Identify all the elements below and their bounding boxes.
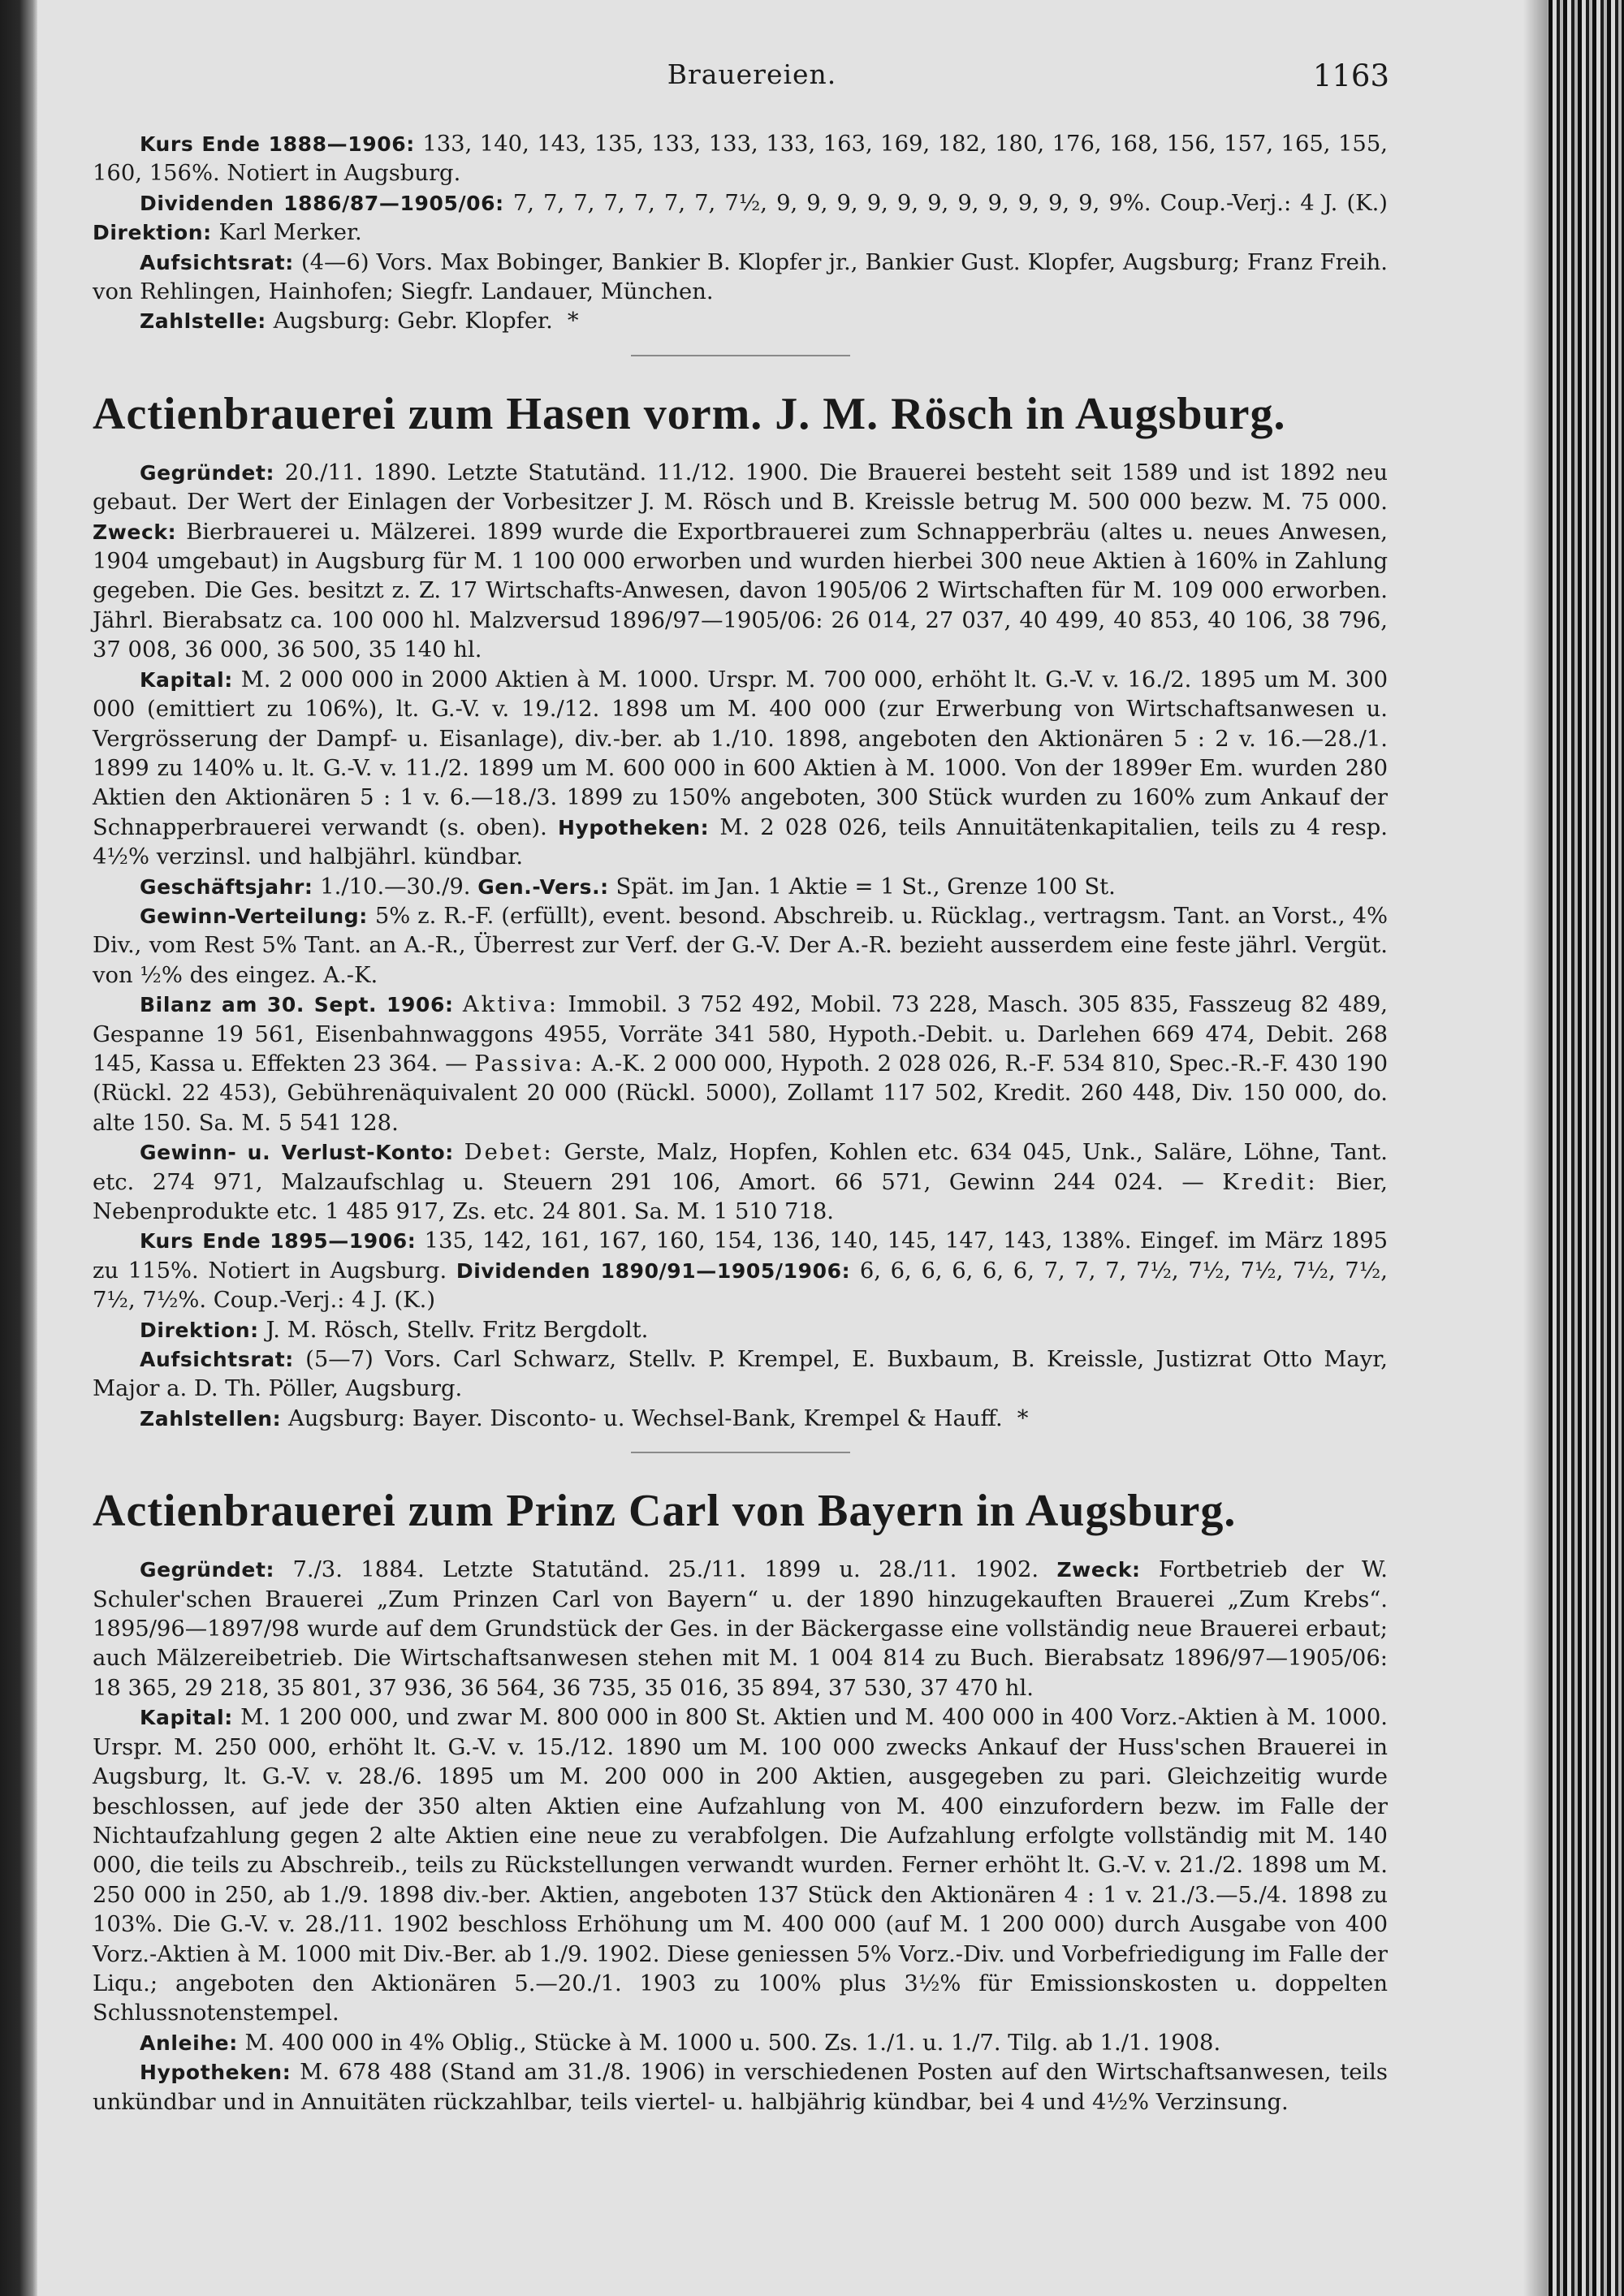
anleihe-text: M. 400 000 in 4% Oblig., Stücke à M. 1000 u. 500. Zs. 1./1. u. 1./7. Tilg. ab 1./1. 1908. bbox=[244, 2030, 1221, 2056]
passiva-label: Passiva: bbox=[474, 1051, 585, 1077]
gegruendet-paragraph bbox=[93, 459, 1388, 666]
zweck-label: Zweck: bbox=[93, 520, 177, 544]
anleihe-paragraph bbox=[93, 2029, 1388, 2058]
page-number: 1163 bbox=[1312, 58, 1389, 93]
kapital-paragraph bbox=[93, 1703, 1388, 2028]
aufsichtsrat-text: (5—7) Vors. Carl Schwarz, Stellv. P. Krempel, E. Buxbaum, B. Kreissle, Justizrat Otto Mayr, Major a. D. Th. Pöller, Augsburg. bbox=[93, 1347, 1388, 1402]
geschaeftsjahr-paragraph bbox=[93, 873, 1388, 902]
zahlstelle-paragraph bbox=[93, 307, 1388, 336]
entry-end-star: * bbox=[567, 309, 579, 334]
kapital-text: M. 1 200 000, und zwar M. 800 000 in 800 St. Aktien und M. 400 000 in 400 Vorz.-Aktien à M. 1000. Urspr. M. 250 000, erhöht lt. G.-V. v. 15./12. 1890 um M. 100 000 zwecks Ankauf der Huss'schen Brauerei in Augsburg, lt. G.-V. v. 28./6. 1895 um M. 200 000 in 200 Aktien, ausgegeben zu pari. Gleichzeitig wurde beschlossen, auf jede der 350 alten Aktien eine Aufzahlung von M. 400 einzufordern bezw. im Falle der Nichtaufzahlung gegen 2 alte Aktien eine neue zu verabfolgen. Die Aufzahlung erfolgte vollständig mit M. 140 000, die teils zu Abschreib., teils zu Rückstellungen verwandt wurden. Ferner erhöht lt. G.-V. v. 21./2. 1898 um M. 250 000 in 250, ab 1./9. 1898 div.-ber. Aktien, angeboten 137 Stück den Aktionären 4 : 1 v. 21./3.—5./4. 1898 zu 103%. Die G.-V. v. 28./11. 1902 beschloss Erhöhung um M. 400 000 (auf M. 1 200 000) durch Ausgabe von 400 Vorz.-Aktien à M. 1000 mit Div.-Ber. ab 1./9. 1902. Diese geniessen 5% Vorz.-Div. und Vorbefriedigung im Falle der Liqu.; angeboten den Aktionären 5.—20./1. 1903 zu 100% plus 3½% für Emissionskosten u. doppelten Schlussnotenstempel. bbox=[93, 1705, 1388, 2026]
entry-continuation bbox=[93, 130, 1388, 356]
aufsichtsrat-label: Aufsichtsrat: bbox=[140, 250, 294, 274]
direktion-label: Direktion: bbox=[140, 1318, 259, 1342]
geschaeftsjahr-text: 1./10.—30./9. bbox=[320, 874, 471, 900]
scan-binding-edge bbox=[0, 0, 37, 2296]
kapital-paragraph bbox=[93, 666, 1388, 873]
dividenden-label: Dividenden 1886/87—1905/06: bbox=[140, 191, 504, 215]
kredit-text: Bier, Nebenprodukte etc. 1 485 917, Zs. etc. 24 801. Sa. M. 1 510 718. bbox=[93, 1169, 1388, 1224]
zweck-text: Bierbrauerei u. Mälzerei. 1899 wurde die Exportbrauerei zum Schnapperbräu (altes u. neues Anwesen, 1904 umgebaut) in Augsburg für M. 1 100 000 erworben und wurden hierbei 300 neue Aktien à 160% in Zahlung gegeben. Die Ges. besitzt z. Z. 17 Wirtschafts-Anwesen, davon 1905/06 2 Wirtschaften für M. 109 000 erworben. Jährl. Bierabsatz ca. 100 000 hl. Malzversud 1896/97—1905/06: 26 014, 27 037, 40 499, 40 853, 40 106, 38 796, 37 008, 36 000, 36 500, 35 140 hl. bbox=[93, 519, 1388, 663]
dividenden-text: 7, 7, 7, 7, 7, 7, 7, 7½, 9, 9, 9, 9, 9, 9, 9, 9, 9, 9, 9, 9%. Coup.-Verj.: 4 J. (K.) bbox=[512, 190, 1388, 216]
gewinn-verteilung-text: 5% z. R.-F. (erfüllt), event. besond. Abschreib. u. Rücklag., vertragsm. Tant. an Vorst., 4% Div., vom Rest 5% Tant. an A.-R., Überrest zur Verf. der G.-V. Der A.-R. bezieht ausserdem eine feste jährl. Vergüt. von ½% des eingez. A.-K. bbox=[93, 903, 1388, 988]
aufsichtsrat-label: Aufsichtsrat: bbox=[140, 1348, 294, 1372]
kapital-label: Kapital: bbox=[140, 1706, 233, 1730]
geschaeftsjahr-label: Geschäftsjahr: bbox=[140, 874, 313, 899]
debet-text: Gerste, Malz, Hopfen, Kohlen etc. 634 045, Unk., Saläre, Löhne, Tant. etc. 274 971, Malzaufschlag u. Steuern 291 106, Amort. 66 571, Gewinn 244 024. — bbox=[93, 1140, 1388, 1195]
zweck-label: Zweck: bbox=[1056, 1558, 1141, 1582]
anleihe-label: Anleihe: bbox=[140, 2031, 238, 2055]
section-divider bbox=[631, 355, 850, 356]
genvers-label: Gen.-Vers.: bbox=[477, 874, 609, 899]
aktiva-text: Immobil. 3 752 492, Mobil. 73 228, Masch. 305 835, Fasszeug 82 489, Gespanne 19 561, Eisenbahnwaggons 4955, Vorräte 341 580, Hypoth.-Debit. u. Darlehen 669 474, Debit. 268 145, Kassa u. Effekten 23 364. — bbox=[93, 992, 1388, 1077]
gegruendet-text: 7./3. 1884. Letzte Statutänd. 25./11. 1899 u. 28./11. 1902. bbox=[292, 1557, 1039, 1583]
zahlstellen-label: Zahlstellen: bbox=[140, 1406, 282, 1431]
gegruendet-paragraph bbox=[93, 1556, 1388, 1703]
guv-paragraph bbox=[93, 1138, 1388, 1227]
kurs-text: 133, 140, 143, 135, 133, 133, 133, 163, 169, 182, 180, 176, 168, 156, 157, 165, 155, 160, 156%. Notiert in Augsburg. bbox=[93, 132, 1388, 187]
entry-title: Actienbrauerei zum Prinz Carl von Bayern in Augsburg. bbox=[93, 1486, 1237, 1537]
hypotheken-paragraph bbox=[93, 2058, 1388, 2117]
direktion-label: Direktion: bbox=[93, 221, 212, 245]
kurs-label: Kurs Ende 1895—1906: bbox=[140, 1229, 417, 1254]
hypotheken-text: M. 678 488 (Stand am 31./8. 1906) in verschiedenen Posten auf den Wirtschaftsanwesen, teils unkündbar und in Annuitäten rückzahlbar, teils viertel- u. halbjährig kündbar, bei 4 und 4½% Verzinsung. bbox=[93, 2060, 1388, 2115]
entry-end-star: * bbox=[1017, 1405, 1029, 1431]
gewinn-verteilung-label: Gewinn-Verteilung: bbox=[140, 904, 368, 928]
gegruendet-label: Gegründet: bbox=[140, 460, 275, 485]
kredit-label: Kredit: bbox=[1222, 1169, 1318, 1195]
dividenden-label: Dividenden 1890/91—1905/1906: bbox=[456, 1258, 851, 1283]
aktiva-label: Aktiva: bbox=[462, 992, 559, 1018]
zweck-text: Fortbetrieb der W. Schuler'schen Brauerei „Zum Prinzen Carl von Bayern“ u. der 1890 hinzugekauften Brauerei „Zum Krebs“. 1895/96—1897/98 wurde auf dem Grundstück der Ges. in der Bäckergasse eine vollständig neue Brauerei erbaut; auch Mälzereibetrieb. Die Wirtschaftsanwesen stehen mit M. 1 004 814 zu Buch. Bierabsatz 1896/97—1905/06: 18 365, 29 218, 35 801, 37 936, 36 564, 36 735, 35 016, 35 894, 37 530, 37 470 hl. bbox=[93, 1557, 1388, 1701]
kurs-paragraph bbox=[93, 1227, 1388, 1315]
bilanz-paragraph bbox=[93, 990, 1388, 1138]
kurs-paragraph bbox=[93, 130, 1388, 189]
kurs-text: 135, 142, 161, 167, 160, 154, 136, 140, 145, 147, 143, 138%. Eingef. im März 1895 zu 115%. Notiert in Augsburg. bbox=[93, 1228, 1388, 1284]
guv-label: Gewinn- u. Verlust-Konto: bbox=[140, 1141, 454, 1165]
zahlstellen-paragraph bbox=[93, 1405, 1388, 1434]
page-header bbox=[37, 58, 1523, 99]
direktion-text: Karl Merker. bbox=[218, 220, 362, 246]
passiva-text: A.-K. 2 000 000, Hypoth. 2 028 026, R.-F. 534 810, Spec.-R.-F. 430 190 (Rückl. 22 453), Gebührenäquivalent 20 000 (Rückl. 5000), Zollamt 117 502, Kredit. 260 448, Div. 150 000, do. alte 150. Sa. M. 5 541 128. bbox=[93, 1051, 1388, 1136]
section-divider bbox=[631, 1452, 850, 1453]
gegruendet-text: 20./11. 1890. Letzte Statutänd. 11./12. 1900. Die Brauerei besteht seit 1589 und ist 1892 neu gebaut. Der Wert der Einlagen der Vorbesitzer J. M. Rösch und B. Kreissle betrug M. 500 000 bezw. M. 75 000. bbox=[93, 460, 1389, 516]
hypotheken-text: M. 2 028 026, teils Annuitätenkapitalien, teils zu 4 resp. 4½% verzinsl. und halbjährl. kündbar. bbox=[93, 814, 1388, 870]
genvers-text: Spät. im Jan. 1 Aktie = 1 St., Grenze 100 St. bbox=[615, 874, 1116, 900]
page-content bbox=[93, 130, 1388, 2117]
hypotheken-label: Hypotheken: bbox=[557, 815, 710, 839]
running-title: Brauereien. bbox=[667, 58, 837, 90]
zahlstellen-text: Augsburg: Bayer. Disconto- u. Wechsel-Bank, Krempel & Hauff. bbox=[287, 1405, 1003, 1431]
document-page bbox=[37, 0, 1523, 2296]
dividenden-text: 6, 6, 6, 6, 6, 6, 7, 7, 7, 7½, 7½, 7½, 7½, 7½, 7½, 7½%. Coup.-Verj.: 4 J. (K.) bbox=[93, 1258, 1388, 1314]
debet-label: Debet: bbox=[464, 1140, 554, 1166]
hypotheken-label: Hypotheken: bbox=[140, 2061, 292, 2085]
zahlstelle-text: Augsburg: Gebr. Klopfer. bbox=[273, 309, 553, 334]
entry-hasen bbox=[93, 389, 1388, 1453]
zahlstelle-label: Zahlstelle: bbox=[140, 309, 266, 334]
dividenden-paragraph bbox=[93, 189, 1388, 248]
kurs-label: Kurs Ende 1888—1906: bbox=[140, 132, 415, 156]
aufsichtsrat-paragraph bbox=[93, 1345, 1388, 1405]
aufsichtsrat-paragraph bbox=[93, 248, 1388, 308]
entry-title: Actienbrauerei zum Hasen vorm. J. M. Rösch in Augsburg. bbox=[93, 388, 1286, 439]
direktion-paragraph bbox=[93, 1316, 1388, 1345]
entry-prinz-carl bbox=[93, 1486, 1388, 2117]
scan-gutter-shadow bbox=[1523, 0, 1548, 2296]
bilanz-label: Bilanz am 30. Sept. 1906: bbox=[140, 993, 454, 1017]
gegruendet-label: Gegründet: bbox=[140, 1558, 275, 1582]
direktion-text: J. M. Rösch, Stellv. Fritz Bergdolt. bbox=[266, 1317, 649, 1343]
kapital-text: M. 2 000 000 in 2000 Aktien à M. 1000. Urspr. M. 700 000, erhöht lt. G.-V. v. 16./2. 1895 um M. 300 000 (emittiert zu 106%), lt. G.-V. v. 19./12. 1898 um M. 400 000 (zur Erwerbung von Wirtschaftsanwesen u. Vergrösserung der Dampf- u. Eisanlage), div.-ber. ab 1./10. 1898, angeboten den Aktionären 5 : 2 v. 16.—28./1. 1899 zu 140% u. lt. G.-V. v. 11./2. 1899 um M. 600 000 in 600 Aktien à M. 1000. Von der 1899er Em. wurden 280 Aktien den Aktionären 5 : 1 v. 6.—18./3. 1899 zu 150% angeboten, 300 Stück wurden zu 160% zum Ankauf der Schnapperbrauerei verwandt (s. oben). bbox=[93, 667, 1388, 840]
aufsichtsrat-text: (4—6) Vors. Max Bobinger, Bankier B. Klopfer jr., Bankier Gust. Klopfer, Augsburg; Franz Freih. von Rehlingen, Hainhofen; Siegfr. Landauer, München. bbox=[93, 249, 1388, 305]
kapital-label: Kapital: bbox=[140, 667, 233, 692]
gewinn-verteilung-paragraph bbox=[93, 902, 1388, 990]
